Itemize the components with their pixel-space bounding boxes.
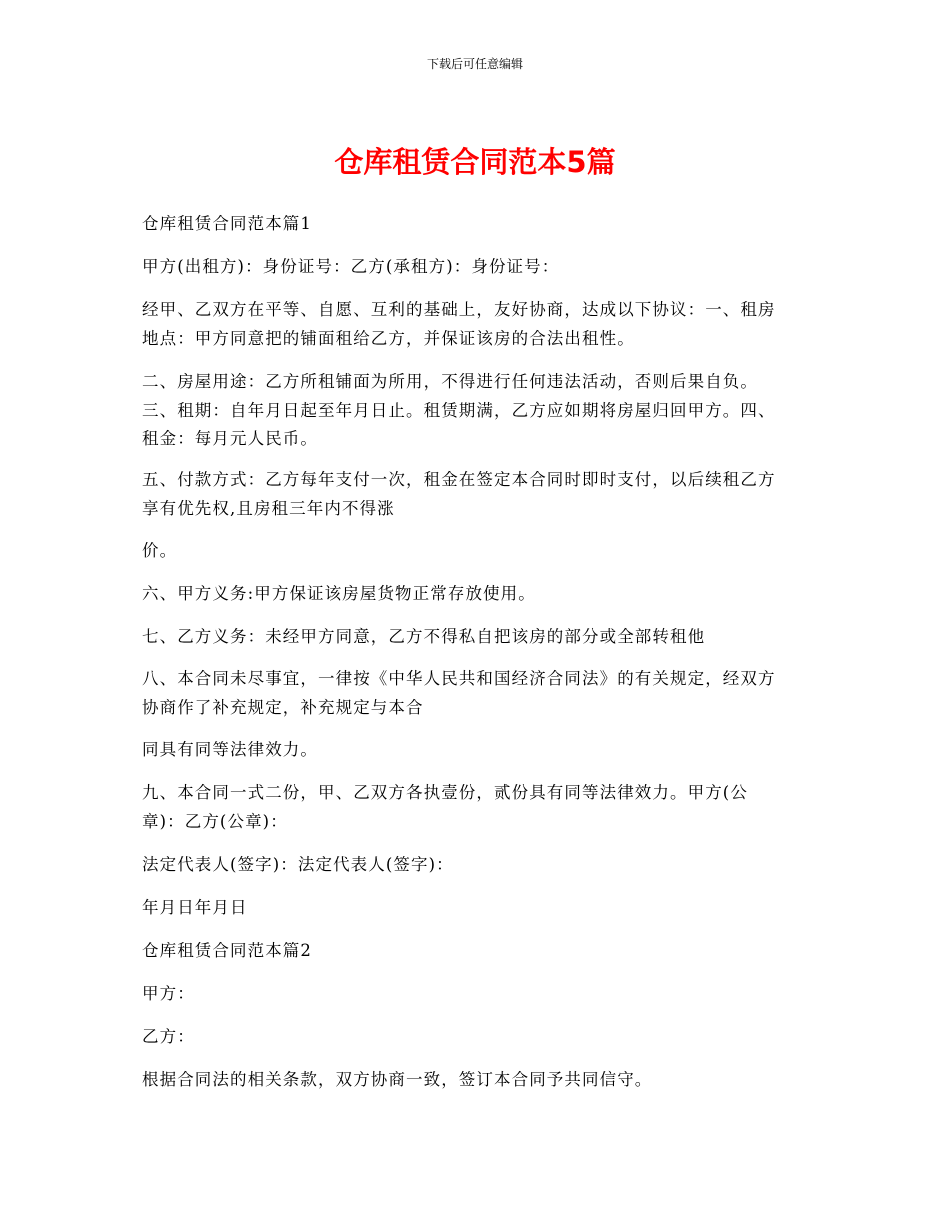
paragraph-clause-5 xyxy=(142,466,812,523)
paragraph-clauses-2-4 xyxy=(142,368,812,454)
body-line: 同具有同等法律效力。 xyxy=(142,740,318,759)
body-line: 仓库租赁合同范本篇1 xyxy=(142,214,312,233)
body-line: 九、本合同一式二份，甲、乙双方各执壹份，贰份具有同等法律效力。甲方(公 xyxy=(142,783,748,802)
body-line: 仓库租赁合同范本篇2 xyxy=(142,941,312,960)
body-line: 七、乙方义务：未经甲方同意，乙方不得私自把该房的部分或全部转租他 xyxy=(142,627,706,646)
paragraph-clause-5-continued xyxy=(142,537,812,566)
paragraph-party-a xyxy=(142,980,812,1009)
body-line: 甲方(出租方)：身份证号：乙方(承租方)：身份证号： xyxy=(142,257,560,276)
paragraph-dates xyxy=(142,894,812,923)
paragraph-clause-7 xyxy=(142,623,812,652)
paragraph-section-heading-2 xyxy=(142,937,812,966)
paragraph-clause-1 xyxy=(142,296,812,353)
paragraph-parties xyxy=(142,253,812,282)
paragraph-agreement xyxy=(142,1066,812,1095)
body-line: 甲方： xyxy=(142,984,195,1003)
paragraph-clause-9 xyxy=(142,779,812,836)
body-line: 法定代表人(签字)：法定代表人(签字)： xyxy=(142,855,454,874)
document-title: 仓库租赁合同范本5篇 xyxy=(334,145,616,179)
body-line: 乙方： xyxy=(142,1027,195,1046)
body-line: 章)：乙方(公章)： xyxy=(142,811,288,831)
body-line: 年月日年月日 xyxy=(142,898,248,917)
paragraph-clause-8 xyxy=(142,665,812,722)
body-line: 五、付款方式：乙方每年支付一次，租金在签定本合同时即时支付，以后续租乙方 xyxy=(142,470,776,489)
body-line: 地点：甲方同意把的铺面租给乙方，并保证该房的合法出租性。 xyxy=(142,328,635,348)
body-line: 三、租期：自年月日起至年月日止。租赁期满，乙方应如期将房屋归回甲方。四、 xyxy=(142,400,776,420)
body-line: 租金：每月元人民币。 xyxy=(142,429,318,448)
page-header-note: 下载后可任意编辑 xyxy=(426,57,523,71)
paragraph-section-heading-1 xyxy=(142,210,812,239)
paragraph-signatures xyxy=(142,851,812,880)
paragraph-clause-6 xyxy=(142,580,812,609)
body-line: 经甲、乙双方在平等、自愿、互利的基础上，友好协商，达成以下协议：一、租房 xyxy=(142,300,776,319)
body-line: 根据合同法的相关条款，双方协商一致，签订本合同予共同信守。 xyxy=(142,1070,653,1089)
body-line: 协商作了补充规定，补充规定与本合 xyxy=(142,697,424,717)
body-line: 二、房屋用途：乙方所租铺面为所用，不得进行任何违法活动，否则后果自负。 xyxy=(142,372,758,391)
body-line: 八、本合同未尽事宜，一律按《中华人民共和国经济合同法》的有关规定，经双方 xyxy=(142,669,776,688)
paragraph-party-b xyxy=(142,1023,812,1052)
body-line: 享有优先权,且房租三年内不得涨 xyxy=(142,498,395,518)
body-line: 价。 xyxy=(142,541,178,560)
body-line: 六、甲方义务:甲方保证该房屋货物正常存放使用。 xyxy=(142,584,536,603)
paragraph-clause-8-continued xyxy=(142,736,812,765)
